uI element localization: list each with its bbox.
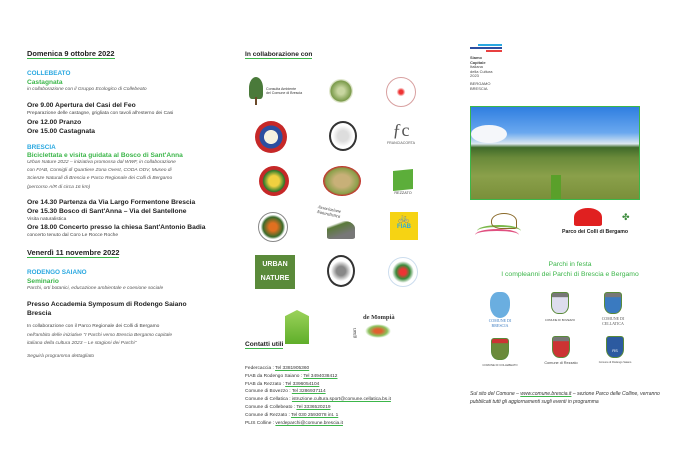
footnote-post: – sezione Parco delle Colline, verranno pubblicati tutti gli aggiornamenti sugli eventi in programma [470,391,660,405]
vineyard-photo [470,106,640,200]
contact-item [245,365,455,373]
circle-seal-logo [329,121,357,151]
contact-label: Comune di Rezzato : [245,412,292,418]
consulta-text [266,87,302,95]
mompia-side-text: gnari [353,327,358,338]
associazione-naturalistica-logo [316,204,365,243]
stripe-red-icon [486,50,502,52]
footnote [470,390,670,406]
mompia-graphic-icon [365,324,391,338]
lombardia-rose-icon: ✤ [622,212,630,222]
park-logos-row [470,204,670,254]
day2-place: RODENGO SAIANO [27,268,87,276]
time-entry: Ore 15.30 Bosco di Sant'Anna – Via del Santellone [27,207,187,215]
footnote-pre: Sul sito del Comune – [470,391,521,397]
consulta-line: del Comune di Brescia [266,91,303,96]
tree-icon [249,77,263,99]
title-parchi-in-festa: Parchi in festa [548,261,592,268]
contact-link[interactable]: Tel 030 2593078 int. 1 [291,412,339,418]
day1-event1: Castagnata [27,79,63,86]
time-entry: Ore 15.00 Castagnata [27,127,96,135]
rezzato-crest-icon [552,336,570,358]
capitale-line: della Cultura [470,68,493,74]
comune-cellatica-logo [596,292,630,326]
contact-label: FIAB da Rodengo Saiano : [245,373,304,379]
fiab-text: FIAB [397,224,411,230]
comune-label: Comune di Rezzato [544,361,578,365]
capitale-line: Capitale [470,59,486,65]
comune-brescia-link[interactable]: www.comune.brescia.it [520,391,572,397]
contact-link[interactable]: Tel 3336520219 [296,404,331,410]
contact-label: Comune di Bovezzo : [245,389,292,395]
day1-schedule1 [27,101,242,136]
middle-column [245,43,455,427]
day2-event-sub: Parchi, orti botanici, educazione ambientale e coesione sociale [27,285,164,291]
title-compleanni: I compleanni dei Parchi di Brescia e Bergamo [501,271,639,278]
day2-venue [27,300,242,318]
partner-logos [245,67,455,338]
contact-item [245,396,455,404]
tree-trunk-icon [255,97,257,105]
desc-line: Scienze Naturali di Brescia e Parco Regionale dei Colli di Bergamo [27,176,173,182]
venue-line: Presso Accademia Symposum di Rodengo Saiano [27,301,187,309]
parco-logo-red [386,77,416,107]
time-note: concerto tenuto dal Coro Le Rocce Roche [27,233,119,239]
assoc-naturalistica-text: Associazione Naturalistica [316,204,342,219]
day1-place2: BRESCIA [27,143,56,151]
consulta-line: Consulta Ambiente [266,87,297,91]
comune-collebeato-logo [482,338,518,367]
day1-schedule2 [27,198,242,240]
capitale-text [470,56,492,91]
day1-event2-desc [27,159,242,192]
comune-label: Comune di Rodengo Saiano [598,361,632,364]
stripe-blue-icon [478,44,502,46]
comune-brescia-logo [484,292,516,328]
urban-nature-logo [255,255,295,289]
contact-item [245,388,455,396]
protezione-civile-logo [255,121,287,153]
comune-label: COMUNE DI COLLEBEATO [482,363,518,367]
contact-link[interactable]: Tel 3494038412 [303,373,338,379]
contact-label: PLIS Colline : [245,420,276,426]
urban-text: URBAN [262,261,288,268]
rodengo-crest-icon: RS [606,336,624,358]
stripe-navy-icon [470,47,502,49]
desc-line: con FIAB, Consigli di Quartiere Zona Ovest, CODA ODV, Museo di [27,168,172,174]
hedgehog-icon [574,208,602,226]
contact-link[interactable]: Tel 3286937114 [291,389,326,395]
desc-line: (percorso A/R di circa 16 km) [27,184,91,190]
franciacorta-text: FRANCIACORTA [386,141,416,145]
contact-link[interactable]: Tel 3396054104 [285,381,320,387]
comuni-logos [470,288,670,376]
desc-line: In collaborazione con il Parco Regionale dei Colli di Bergamo [27,324,160,330]
collab-title: In collaborazione con [245,51,313,58]
time-note: Preparazione delle castagne, grigliata con tavoli all'esterno dei Casi [27,111,174,117]
contact-item [245,420,455,428]
time-note: Visita naturalistica [27,216,67,222]
comune-label: COMUNE DI BOVEZZO [544,318,576,322]
plis-colline-logo [258,212,288,242]
bovezzo-crest-icon [551,292,569,314]
desc-line: nell'ambito delle iniziative "I Parchi verso Brescia Bergamo capitale [27,332,173,338]
capitale-line: 2023 [470,73,479,79]
mountain-icon [327,221,355,239]
comune-label: COMUNE DI BRESCIA [488,318,512,328]
right-column [470,40,670,406]
franciacorta-logo [386,119,416,153]
green-house-logo [285,310,309,344]
desc-line: italiana della cultura 2023 – Le stagioni dei Parchi" [27,340,137,346]
contact-label: Federcaccia : [245,366,276,371]
mompia-text: de Mompià [363,314,395,321]
rezzato-text: REZZATO [394,191,412,195]
city-line: BERGAMO [470,80,491,86]
desc-line: Urban Nature 2022 – iniziativa promossa dal WWF, in collaborazione [27,159,176,165]
comune-rezzato-logo [542,336,580,365]
fiab-logo [390,212,418,240]
contact-link[interactable]: verdeparchi@comune.brescia.it [275,420,343,426]
contact-label: FIAB da Rezzato : [245,381,286,387]
comune-label: COMUNE DI CELLATICA [601,316,625,326]
day2-desc [27,323,242,348]
gruppo-ecologico-logo [323,166,361,196]
parco-bergamo-text: Parco dei Colli di Bergamo [562,229,629,235]
parco-colline-brescia-logo [472,210,526,244]
flower-logo [388,257,418,287]
contact-link[interactable]: istruzione.cultura.sport@comune.cellatica.bs.it [291,397,391,403]
contact-item [245,373,455,381]
contact-item [245,381,455,389]
contact-item [245,412,455,420]
venue-line: Brescia [27,310,52,318]
time-entry: Ore 18.00 Concerto presso la chiesa Sant'Antonio Badia [27,224,206,232]
federcaccia-logo [259,166,289,196]
collebeato-crest-icon [491,338,509,360]
contact-label: Comune di Collebeato : [245,404,297,410]
contacts-list [245,365,455,427]
contact-label: Comune di Cellatica : [245,397,292,403]
comune-bovezzo-logo [544,292,576,322]
nature-text: NATURE [260,275,290,282]
franciacorta-monogram-icon: ƒc [392,120,410,140]
day1-event1-sub: in collaborazione con il Gruppo Ecologico di Collebeato [27,87,147,92]
rezzato-leaf-icon [393,169,413,191]
time-entry: Ore 9.00 Apertura del Casi del Feo [27,102,136,110]
cloud-icon [471,125,507,143]
time-entry: Ore 14.30 Partenza da Via Largo Formentone Brescia [27,198,196,206]
grass-path [551,175,561,200]
mompia-logo [353,312,395,344]
contact-item [245,404,455,412]
consulta-ambiente-logo [249,77,307,107]
dove-icon [491,213,517,229]
left-column [27,43,242,361]
cellatica-crest-icon [604,292,622,314]
contact-link[interactable]: Tel 3381905360 [275,366,310,371]
contacts-title: Contatti utili [245,341,284,348]
museo-scienze-logo [329,79,353,103]
day1-place1: COLLEBEATO [27,70,71,77]
pdc-seal-logo [327,255,355,287]
bicycle-icon: 🚲 [398,213,410,223]
city-line: BRESCIA [470,85,488,91]
brescia-crest-icon [490,292,510,318]
capitale-line: Siamo [470,55,483,60]
rezzato-logo [392,170,414,198]
time-entry: Ore 12.00 Pranzo [27,118,82,126]
capitale-cultura-logo [470,40,670,102]
comune-rodengo-logo [598,336,632,364]
day1-date: Domenica 9 ottobre 2022 [27,49,115,58]
day1-event2: Biciclettata e visita guidata al Bosco di Sant'Anna [27,151,183,159]
capitale-line: Italiana [470,64,483,70]
day2-event: Seminario [27,277,59,285]
day2-date: Venerdì 11 novembre 2022 [27,247,120,257]
day2-follow: Seguirà programma dettagliato [27,354,95,360]
